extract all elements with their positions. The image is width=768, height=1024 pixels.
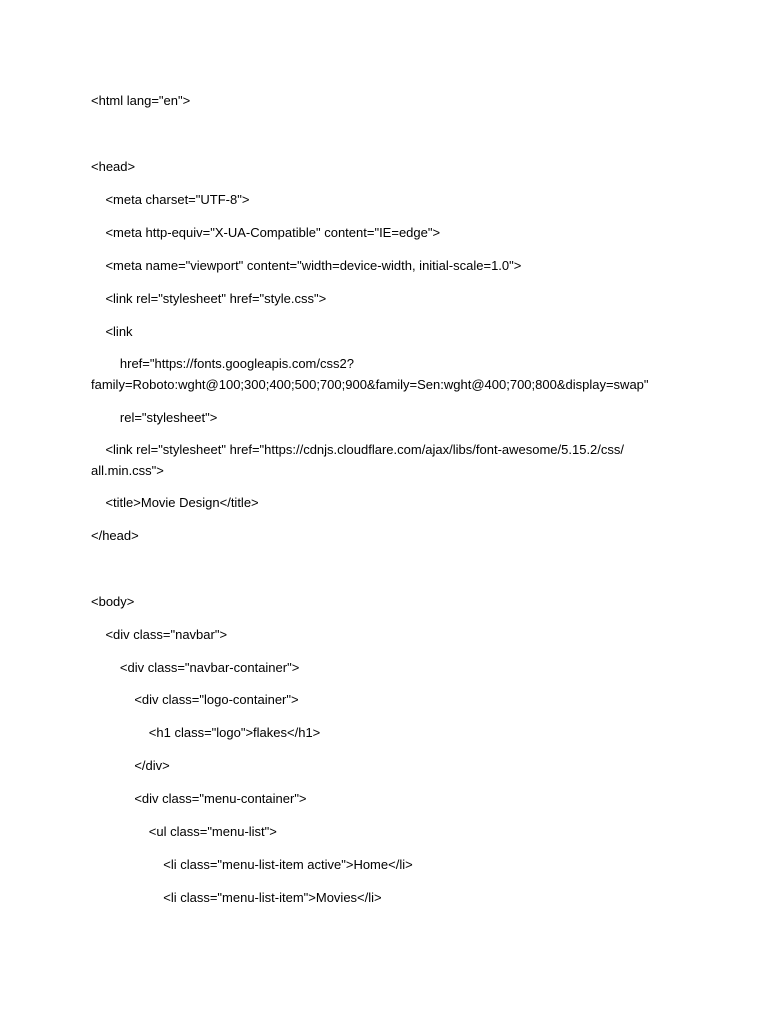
code-line: <body> (91, 594, 135, 609)
code-line: family=Roboto:wght@100;300;400;500;700;900&family=Sen:wght@400;700;800&display=swap" (91, 377, 649, 392)
code-line: rel="stylesheet"> (91, 410, 218, 425)
code-line: <title>Movie Design</title> (91, 495, 259, 510)
code-line: <html lang="en"> (91, 93, 191, 108)
code-line: <meta http-equiv="X-UA-Compatible" content="IE=edge"> (91, 225, 441, 240)
code-line: <link rel="stylesheet" href="style.css"> (91, 291, 327, 306)
code-line: <link (91, 324, 133, 339)
code-line: <link rel="stylesheet" href="https://cdnjs.cloudflare.com/ajax/libs/font-awesome/5.15.2/css/ (91, 442, 625, 457)
code-line: </head> (91, 528, 139, 543)
code-line: <li class="menu-list-item">Movies</li> (91, 890, 382, 905)
code-line: <div class="menu-container"> (91, 791, 307, 806)
code-line: <div class="logo-container"> (91, 692, 299, 707)
code-line: <meta name="viewport" content="width=device-width, initial-scale=1.0"> (91, 258, 522, 273)
code-line: <meta charset="UTF-8"> (91, 192, 250, 207)
code-line: <div class="navbar"> (91, 627, 228, 642)
code-line: <head> (91, 159, 136, 174)
code-line: <ul class="menu-list"> (91, 824, 277, 839)
code-line: <div class="navbar-container"> (91, 660, 300, 675)
code-line: <li class="menu-list-item active">Home</li> (91, 857, 413, 872)
code-line: <h1 class="logo">flakes</h1> (91, 725, 321, 740)
code-line: all.min.css"> (91, 463, 164, 478)
code-line: href="https://fonts.googleapis.com/css2? (91, 356, 354, 371)
code-line: </div> (91, 758, 170, 773)
